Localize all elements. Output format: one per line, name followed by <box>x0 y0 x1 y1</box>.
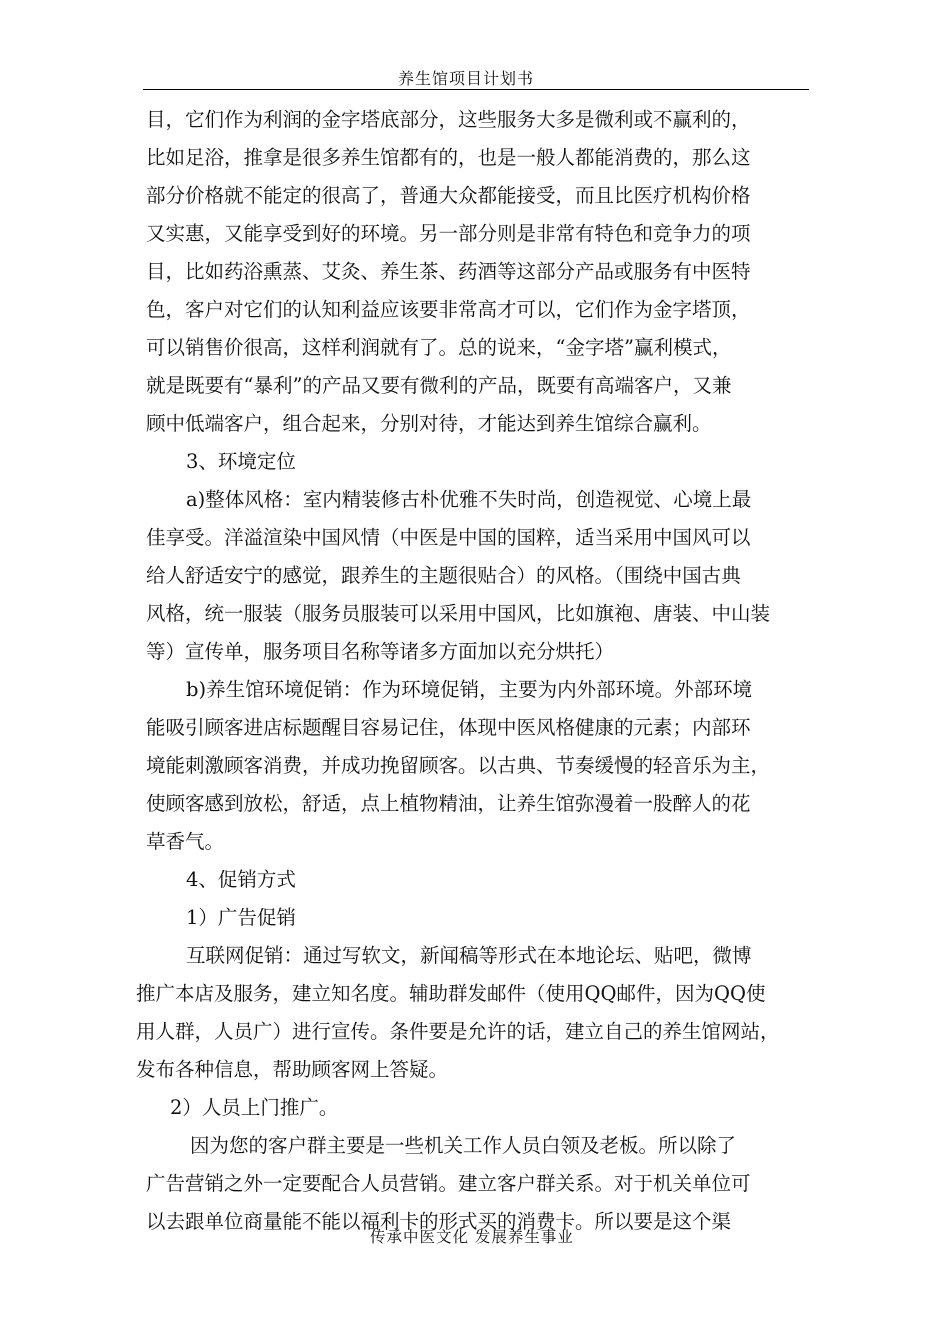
body-line: 可以销售价很高，这样利润就有了。总的说来，“金字塔”赢利模式， <box>146 336 732 359</box>
body-line: 以去跟单位商量能不能以福利卡的形式买的消费卡。所以要是这个渠 <box>146 1210 732 1233</box>
body-line: 因为您的客户群主要是一些机关工作人员白领及老板。所以除了 <box>190 1134 737 1157</box>
body-line: 能吸引顾客进店标题醒目容易记住，体现中医风格健康的元素；内部环 <box>146 716 751 739</box>
body-line: 使顾客感到放松，舒适，点上植物精油，让养生馆弥漫着一股醉人的花 <box>146 792 751 815</box>
body-line: 又实惠，又能享受到好的环境。另一部分则是非常有特色和竞争力的项 <box>146 222 751 245</box>
header-title: 养生馆项目计划书 <box>398 69 535 88</box>
body-line: 等）宣传单，服务项目名称等诸多方面加以充分烘托） <box>146 640 615 663</box>
body-line: 发布各种信息，帮助顾客网上答疑。 <box>136 1058 449 1081</box>
section-heading: 4、促销方式 <box>186 868 296 891</box>
body-line: 目，比如药浴熏蒸、艾灸、养生茶、药酒等这部分产品或服务有中医特 <box>146 260 751 283</box>
section-heading: 3、环境定位 <box>186 450 296 473</box>
body-line: 佳享受。洋溢渲染中国风情（中医是中国的国粹，适当采用中国风可以 <box>146 526 751 549</box>
body-line: 就是既要有“暴利”的产品又要有微利的产品，既要有高端客户，又兼 <box>146 374 732 397</box>
body-line: 顾中低端客户，组合起来，分别对待，才能达到养生馆综合赢利。 <box>146 412 712 435</box>
header-rule <box>143 89 809 90</box>
body-line: 用人群，人员广）进行宣传。条件要是允许的话，建立自己的养生馆网站， <box>136 1020 780 1043</box>
body-line: 草香气。 <box>146 830 225 853</box>
body-line: 部分价格就不能定的很高了，普通大众都能接受，而且比医疗机构价格 <box>146 184 751 207</box>
body-line: 推广本店及服务，建立知名度。辅助群发邮件（使用QQ邮件，因为QQ使 <box>136 982 766 1005</box>
body-line: a)整体风格：室内精装修古朴优雅不失时尚，创造视觉、心境上最 <box>186 488 752 511</box>
body-line: 色，客户对它们的认知利益应该要非常高才可以，它们作为金字塔顶， <box>146 298 751 321</box>
subsection-heading: 1）广告促销 <box>186 906 296 929</box>
body-line: 目，它们作为利润的金字塔底部分，这些服务大多是微利或不赢利的， <box>146 108 751 131</box>
subsection-heading: 2）人员上门推广。 <box>170 1096 339 1119</box>
body-line: 境能刺激顾客消费，并成功挽留顾客。以古典、节奏缓慢的轻音乐为主， <box>146 754 771 777</box>
footer-slogan: 传承中医文化 发展养生事业 <box>370 1228 574 1246</box>
body-line: 互联网促销：通过写软文，新闻稿等形式在本地论坛、贴吧，微博 <box>186 944 752 967</box>
body-line: 广告营销之外一定要配合人员营销。建立客户群关系。对于机关单位可 <box>146 1172 751 1195</box>
body-line: 风格，统一服装（服务员服装可以采用中国风，比如旗袍、唐装、中山装 <box>146 602 771 625</box>
body-line: 比如足浴，推拿是很多养生馆都有的，也是一般人都能消费的，那么这 <box>146 146 751 169</box>
body-line: b)养生馆环境促销：作为环境促销，主要为内外部环境。外部环境 <box>186 678 753 701</box>
body-line: 给人舒适安宁的感觉，跟养生的主题很贴合）的风格。（围绕中国古典 <box>146 564 741 587</box>
